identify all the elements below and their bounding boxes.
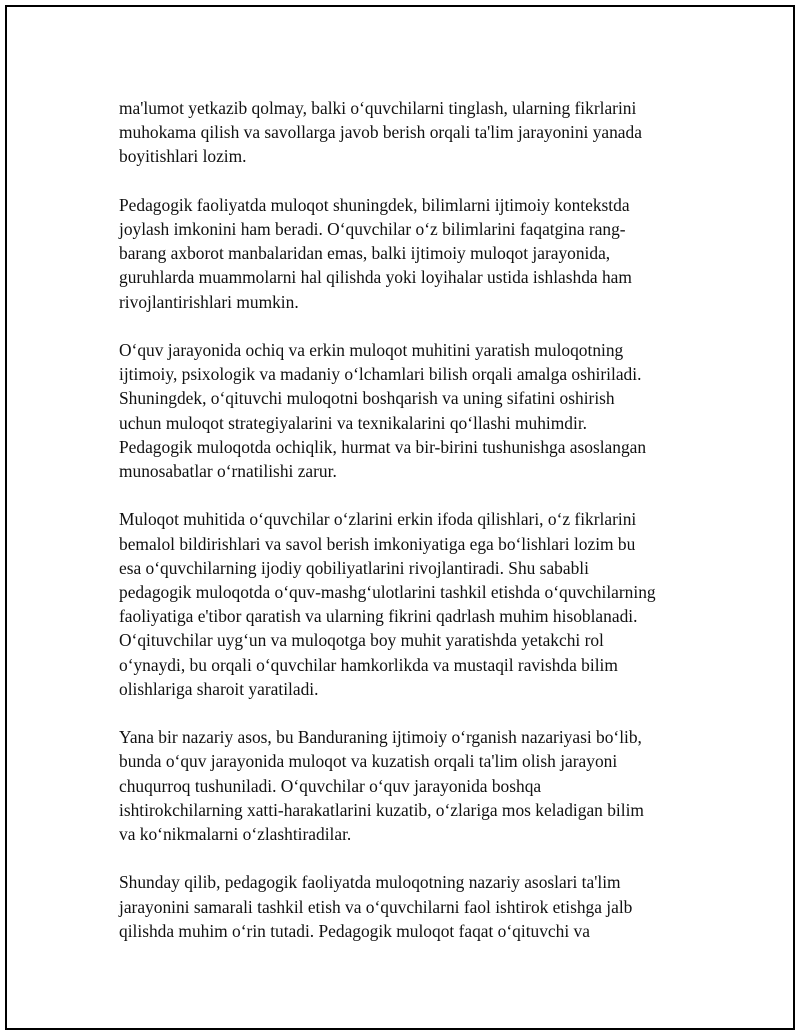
text-line: O‘qituvchilar uyg‘un va muloqotga boy muhit yaratishda yetakchi rol <box>119 630 604 651</box>
text-line: uchun muloqot strategiyalarini va texnikalarini qo‘llashi muhimdir. <box>119 412 588 433</box>
text-line: muhokama qilish va savollarga javob berish orqali ta'lim jarayonini yanada <box>119 122 642 143</box>
text-line: bemalol bildirishlari va savol berish imkoniyatiga ega bo‘lishlari lozim bu <box>119 533 636 554</box>
text-line: guruhlarda muammolarni hal qilishda yoki loyihalar ustida ishlashda ham <box>119 267 632 288</box>
text-line: jarayonini samarali tashkil etish va o‘quvchilarni faol ishtirok etishga jalb <box>119 896 633 917</box>
text-line: joylash imkonini ham beradi. O‘quvchilar o‘z bilimlarini faqatgina rang- <box>119 219 626 239</box>
text-line: ijtimoiy, psixologik va madaniy o‘lchamlari bilish orqali amalga oshiriladi. <box>119 364 642 385</box>
text-line: munosabatlar o‘rnatilishi zarur. <box>119 461 337 482</box>
text-line: bunda o‘quv jarayonida muloqot va kuzatish orqali ta'lim olish jarayoni <box>119 751 618 772</box>
text-line: rivojlantirishlari mumkin. <box>119 291 299 312</box>
text-line: Shuningdek, o‘qituvchi muloqotni boshqarish va uning sifatini oshirish <box>119 388 615 409</box>
paragraph-4 <box>119 507 699 701</box>
text-line: Muloqot muhitida o‘quvchilar o‘zlarini erkin ifoda qilishlari, o‘z fikrlarini <box>119 509 637 530</box>
paragraph-5 <box>119 725 699 846</box>
text-line: Pedagogik muloqotda ochiqlik, hurmat va bir-birini tushunishga asoslangan <box>119 436 647 457</box>
text-line: ishtirokchilarning xatti-harakatlarini kuzatib, o‘zlariga mos keladigan bilim <box>119 799 644 820</box>
text-line: esa o‘quvchilarning ijodiy qobiliyatlarini rivojlantiradi. Shu sababli <box>119 557 589 578</box>
paragraph-2 <box>119 193 699 314</box>
text-line: Pedagogik faoliyatda muloqot shuningdek, bilimlarni ijtimoiy kontekstda <box>119 194 630 215</box>
text-line: boyitishlari lozim. <box>119 146 247 167</box>
paragraph-3 <box>119 338 699 483</box>
text-line: O‘quv jarayonida ochiq va erkin muloqot muhitini yaratish muloqotning <box>119 340 624 360</box>
text-line: Shunday qilib, pedagogik faoliyatda muloqotning nazariy asoslari ta'lim <box>119 872 621 893</box>
text-line: o‘ynaydi, bu orqali o‘quvchilar hamkorlikda va mustaqil ravishda bilim <box>119 654 618 675</box>
document-body <box>119 96 699 967</box>
text-line: pedagogik muloqotda o‘quv-mashg‘ulotlarini tashkil etishda o‘quvchilarning <box>119 582 656 603</box>
text-line: qilishda muhim o‘rin tutadi. Pedagogik muloqot faqat o‘qituvchi va <box>119 920 590 941</box>
document-page <box>5 5 795 1030</box>
text-line: va ko‘nikmalarni o‘zlashtiradilar. <box>119 824 352 845</box>
text-line: faoliyatiga e'tibor qaratish va ularning fikrini qadrlash muhim hisoblanadi. <box>119 606 638 627</box>
text-line: barang axborot manbalaridan emas, balki ijtimoiy muloqot jarayonida, <box>119 243 611 264</box>
text-line: olishlariga sharoit yaratiladi. <box>119 678 319 699</box>
text-line: ma'lumot yetkazib qolmay, balki o‘quvchilarni tinglash, ularning fikrlarini <box>119 98 637 118</box>
text-line: chuqurroq tushuniladi. O‘quvchilar o‘quv jarayonida boshqa <box>119 775 542 796</box>
paragraph-6 <box>119 870 699 943</box>
text-line: Yana bir nazariy asos, bu Banduraning ijtimoiy o‘rganish nazariyasi bo‘lib, <box>119 727 642 748</box>
paragraph-1 <box>119 96 699 169</box>
